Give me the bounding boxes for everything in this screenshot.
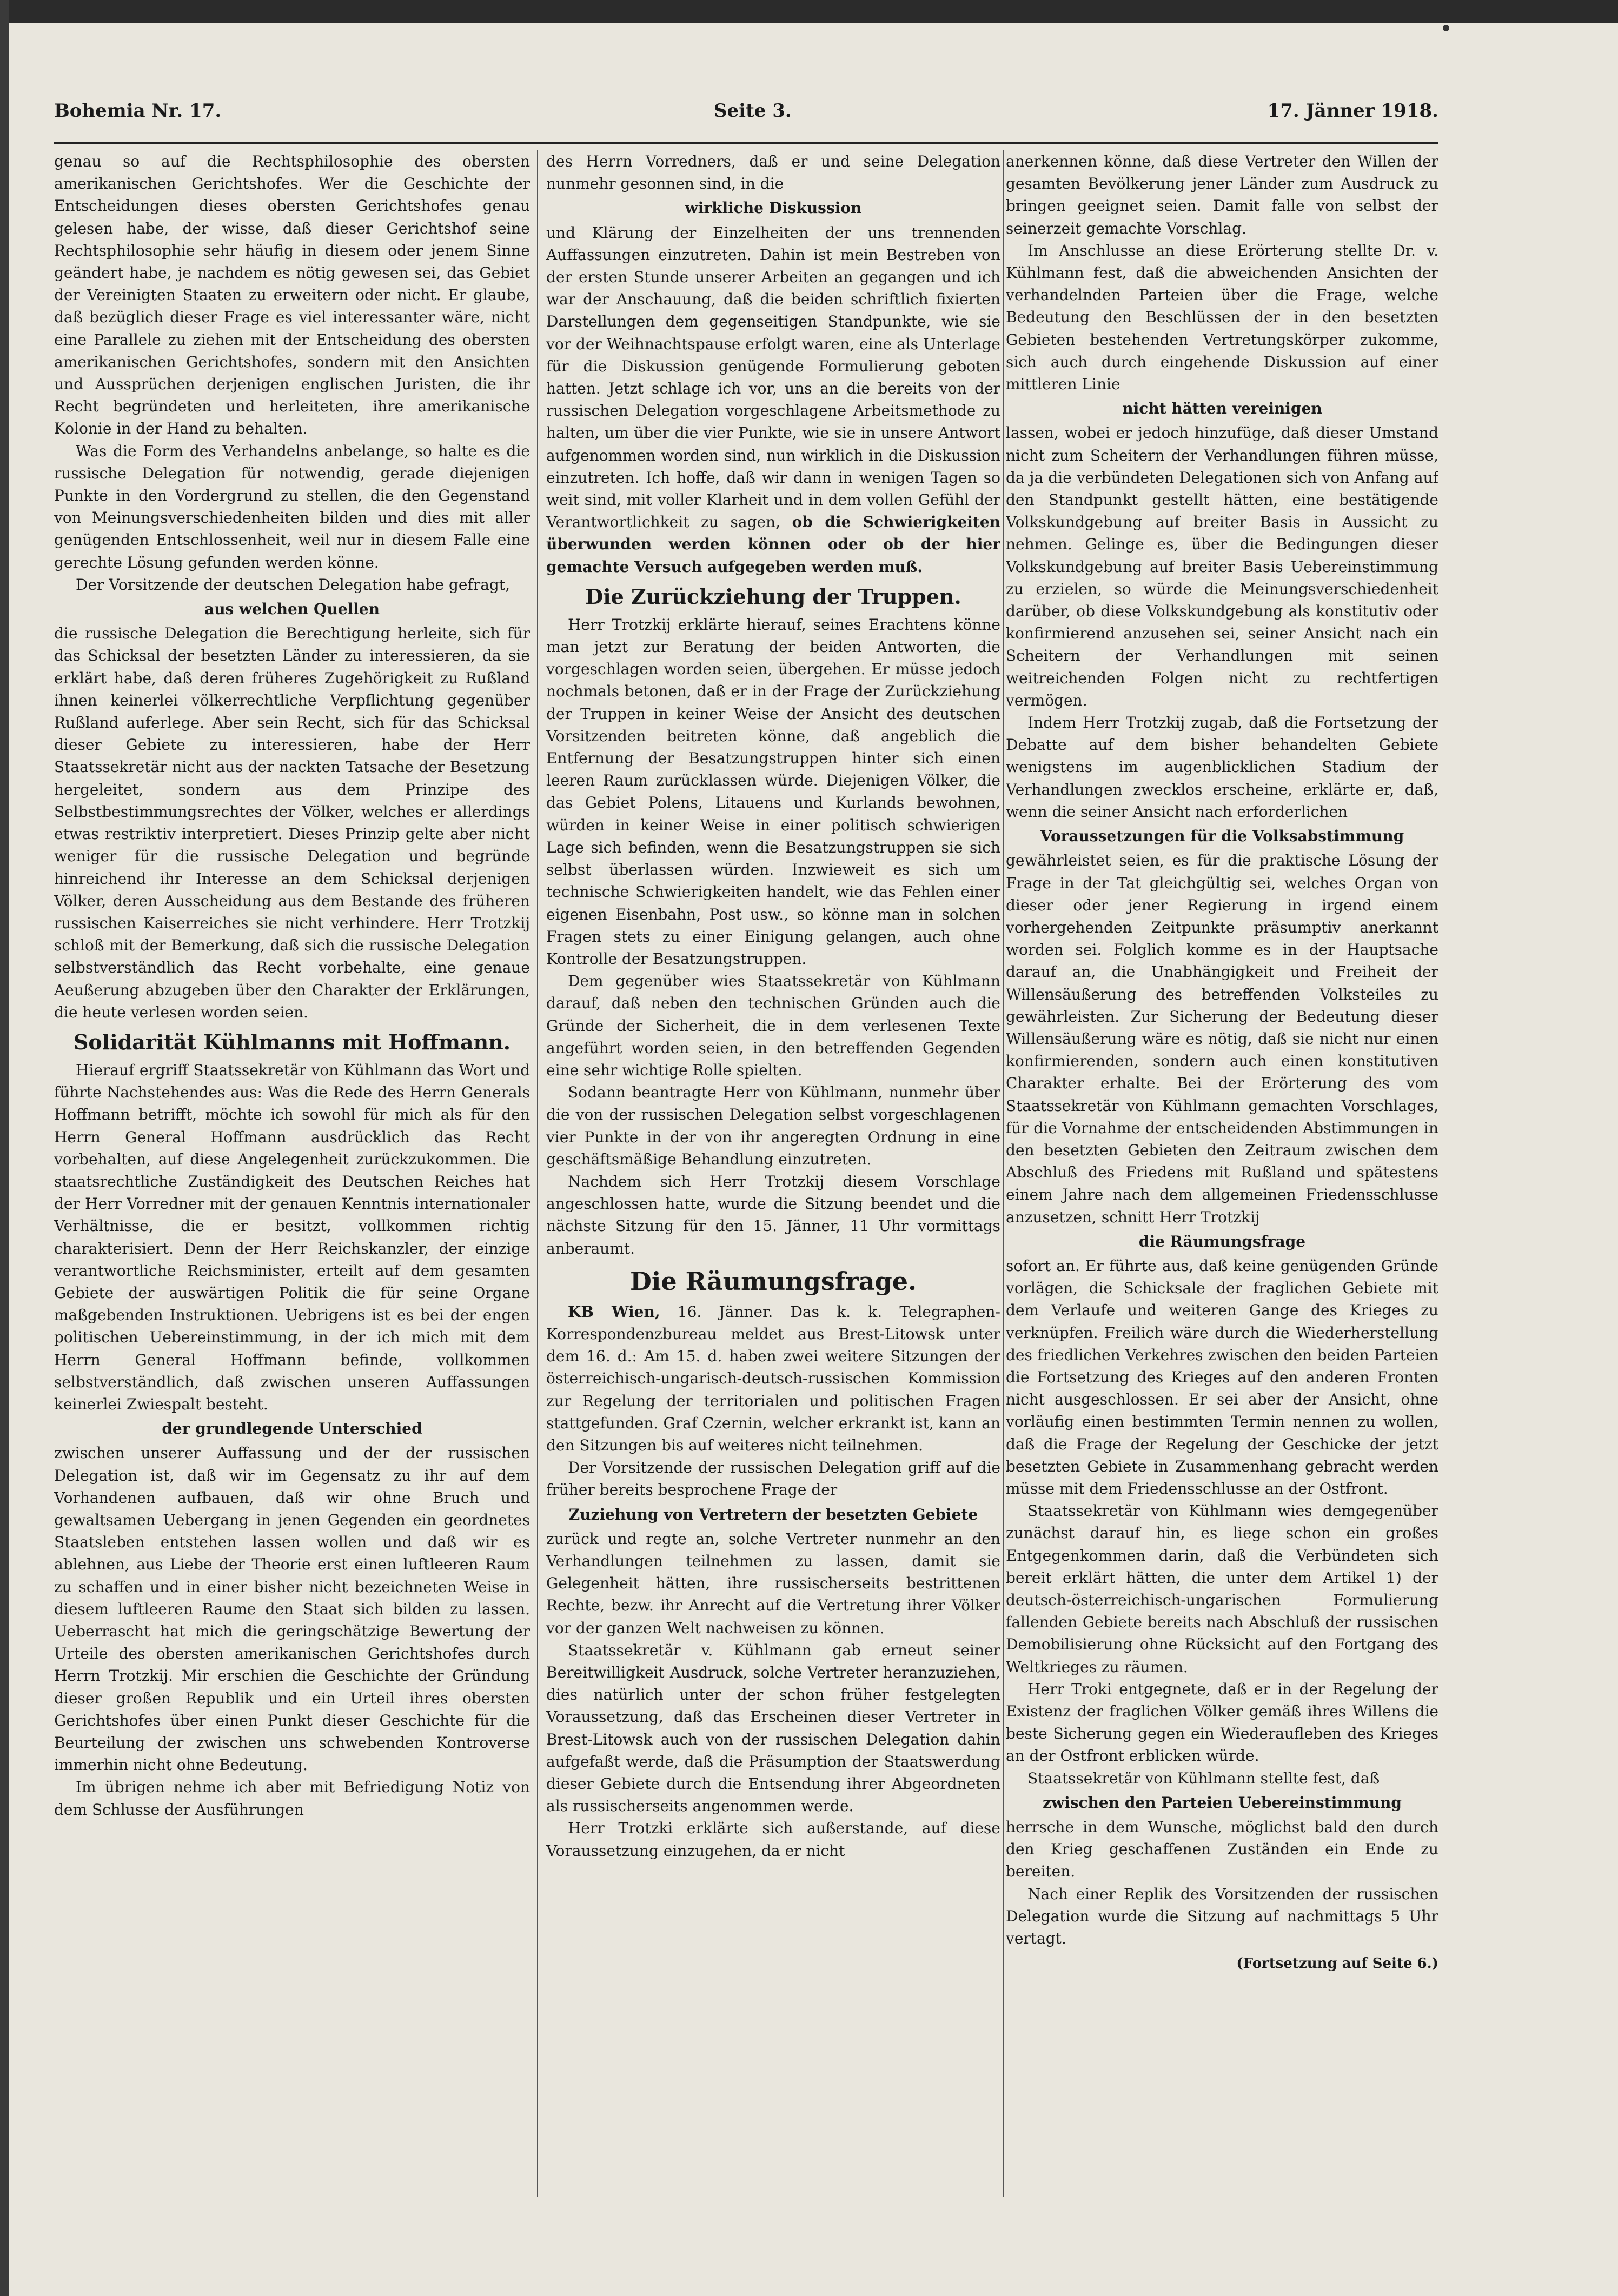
paragraph: Im Anschlusse an diese Erörterung stellte Dr. v. Kühlmann fest, daß die abweichenden Ansichten der verhandelnden Parteien über die Frage, welche Bedeutung den Beschlüssen der in den besetzten Gebieten bestehenden Vertretungskörper zukomme, sich auch durch eingehende Diskussion auf einer mittleren Linie (1006, 241, 1438, 394)
page-number: Seite 3. (714, 100, 792, 122)
paragraph: zurück und regte an, solche Vertreter nunmehr an den Verhandlungen teilnehmen zu lassen, damit sie Gelegenheit hätten, ihre russischerseits bestrittenen Rechte, bezw. ihr Anrecht auf die Vertretung ihrer Völker vor der ganzen Welt nachweisen zu können. (546, 1529, 1000, 1637)
subheading: wirkliche Diskussion (685, 199, 862, 217)
paragraph: Im übrigen nehme ich aber mit Befriedigung Notiz von dem Schlusse der Ausführungen (54, 1778, 530, 1819)
bold-phrase: ob die Schwierigkeiten überwunden werden können oder ob der hier gemachte Versuch aufgegeben werden muß. (546, 513, 1000, 576)
article-column-2 (546, 150, 1000, 2199)
section-heading: Die Zurückziehung der Truppen. (585, 584, 961, 609)
continuation-note: (Fortsetzung auf Seite 6.) (1236, 1955, 1438, 1972)
paragraph: Staatssekretär v. Kühlmann gab erneut seiner Bereitwilligkeit Ausdruck, solche Vertreter heranzuziehen, dies natürlich unter der schon früher festgelegten Voraussetzung, daß das Erscheinen dieser Vertreter in Brest-Litowsk auch von der russischen Delegation dahin aufgefaßt werde, daß die Präsumption der Staatswerdung dieser Gebiete durch die Entsendung ihrer Abgeordneten als russischerseits angenommen werde. (546, 1641, 1000, 1815)
paragraph: lassen, wobei er jedoch hinzufüge, daß dieser Umstand nicht zum Scheitern der Verhandlungen führen müsse, da ja die verbündeten Delegationen sich von Anfang auf den Standpunkt gestellt hätten, eine bestätigende Volkskundgebung auf breiter Basis in Aussicht zu nehmen. Gelinge es, über die Bedingungen dieser Volkskundgebung auf breiter Basis Uebereinstimmung zu erzielen, so würde die Meinungsverschiedenheit darüber, ob diese Volkskundgebung als konstitutiv oder konfirmierend anzusehen sei, seiner Ansicht nach ein Scheitern der Verhandlungen mit seinen weitreichenden Folgen nicht zu rechtfertigen vermögen. (1006, 424, 1438, 709)
paragraph: Hierauf ergriff Staatssekretär von Kühlmann das Wort und führte Nachstehendes aus: Was die Rede des Herrn Generals Hoffmann betrifft, möchte ich sowohl für mich als für den Herrn General Hoffmann ausdrücklich das Recht vorbehalten, auf diese Angelegenheit zurückzukommen. Die staatsrechtliche Zuständigkeit des Deutschen Reiches hat der Herr Vorredner mit der genauen Kenntnis internationaler Verhältnisse, die er besitzt, vollkommen richtig charakterisiert. Denn der Herr Reichskanzler, der einzige verantwortliche Reichsminister, erteilt auf dem gesamten Gebiete der auswärtigen Politik die für seine Organe maßgebenden Instruktionen. Uebrigens ist es bei der engen politischen Uebereinstimmung, in der ich mich mit dem Herrn General Hoffmann befinde, vollkommen selbstverständlich, daß zwischen unseren Auffassungen keinerlei Zwiespalt besteht. (54, 1061, 530, 1413)
scan-speck (1443, 25, 1449, 31)
paragraph: Nachdem sich Herr Trotzkij diesem Vorschlage angeschlossen hatte, wurde die Sitzung beendet und die nächste Sitzung für den 15. Jänner, 11 Uhr vormittags anberaumt. (546, 1172, 1000, 1257)
subheading: der grundlegende Unterschied (162, 1420, 422, 1438)
paragraph: Staatssekretär von Kühlmann stellte fest, daß (1027, 1769, 1380, 1787)
section-heading: Solidarität Kühlmanns mit Hoffmann. (73, 1029, 511, 1054)
paragraph (546, 222, 1000, 578)
paragraph: Dem gegenüber wies Staatssekretär von Kühlmann darauf, daß neben den technischen Gründen auch die Gründe der Sicherheit, die in dem verlesenen Texte angeführt worden seien, in den betreffenden Gegenden eine sehr wichtige Rolle spielten. (546, 972, 1000, 1079)
newspaper-issue: Bohemia Nr. 17. (54, 100, 222, 122)
subheading: nicht hätten vereinigen (1122, 400, 1322, 418)
header-rule (54, 142, 1438, 144)
page-header (54, 100, 1438, 132)
paragraph: Der Vorsitzende der deutschen Delegation habe gefragt, (76, 575, 510, 594)
subheading: die Räumungsfrage (1138, 1232, 1306, 1250)
subheading: Zuziehung von Vertretern der besetzten Gebiete (568, 1505, 978, 1523)
dateline: KB Wien, (568, 1302, 660, 1321)
paragraph: anerkennen könne, daß diese Vertreter den Willen der gesamten Bevölkerung jener Länder zum Ausdruck zu bringen geeignet seien. Damit falle von selbst der seinerzeit gemachte Vorschlag. (1006, 152, 1438, 237)
paragraph: Staatssekretär von Kühlmann wies demgegenüber zunächst darauf hin, es liege schon ein großes Entgegenkommen darin, daß die Verbündeten sich bereit erklärt hätten, die unter dem Artikel 1) der deutsch-österreichisch-ungarischen Formulierung fallenden Gebiete bereits nach Abschluß der russischen Demobilisierung ohne Rücksicht auf den Fortgang des Weltkrieges zu räumen. (1006, 1502, 1438, 1676)
paragraph: gewährleistet seien, es für die praktische Lösung der Frage in der Tat gleichgültig sei, welches Organ von dieser oder jener Regierung in irgend einem vorhergehenden Zeitpunkte präsumptiv anerkannt worden sei. Folglich komme es in der Hauptsache darauf an, die Unabhängigkeit und Freiheit der Willensäußerung des betreffenden Volksteiles zu gewährleisten. Zur Sicherung der Bedeutung dieser Willensäußerung wäre es nötig, daß sie nicht nur einen konfirmierenden, sondern auch einen konstitutiven Charakter erhalte. Bei der Erörterung des vom Staatssekretär von Kühlmann gemachten Vorschlages, für die Vornahme der entscheidenden Abstimmungen in den besetzten Gebieten den Zeitraum zwischen dem Abschluß des Friedens mit Rußland und spätestens einem Jahre nach dem allgemeinen Friedensschlusse anzusetzen, schnitt Herr Trotzkij (1006, 851, 1438, 1226)
paragraph: Herr Trotzkij erklärte hierauf, seines Erachtens könne man jetzt zur Beratung der beiden Antworten, die vorgeschlagen worden seien, übergehen. Er müsse jedoch nochmals betonen, daß er in der Frage der Zurückziehung der Truppen in keiner Weise der Ansicht des deutschen Vorsitzenden beitreten könne, daß angeblich die Entfernung der Besatzungstruppen hinter sich einen leeren Raum zurücklassen würde. Diejenigen Völker, die das Gebiet Polens, Litauens und Kurlands bewohnen, würden in keiner Weise in einer politisch schwierigen Lage sich befinden, wenn die Besatzungstruppen sie sich selbst überlassen würden. Inzwieweit es sich um technische Schwierigkeiten handelt, wie das Fehlen einer eigenen Eisenbahn, Post usw., so könne man in solchen Fragen stets zu einer Einigung gelangen, auch ohne Kontrolle der Besatzungstruppen. (546, 615, 1000, 968)
paragraph: Sodann beantragte Herr von Kühlmann, nunmehr über die von der russischen Delegation selbst vorgeschlagenen vier Punkte in der von ihr angeregten Ordnung in eine geschäftsmäßige Behandlung einzutreten. (546, 1083, 1000, 1168)
paragraph: genau so auf die Rechtsphilosophie des obersten amerikanischen Gerichtshofes. Wer die Geschichte der Entscheidungen dieses obersten Gerichtshofes genau gelesen habe, der wisse, daß dieser Gerichtshof seine Rechtsphilosophie sehr häufig in diesem oder jenem Sinne geändert habe, je nachdem es nötig gewesen sei, das Gebiet der Vereinigten Staaten zu erweitern oder nicht. Er glaube, daß bezüglich dieser Frage es viel interessanter wäre, nicht eine Parallele zu ziehen mit der Entscheidung des obersten amerikanischen Gerichtshofes, sondern mit den Ansichten und Aussprüchen derjenigen englischen Juristen, die ihr Recht begründeten und herleiteten, ihre amerikanische Kolonie in der Hand zu behalten. (54, 152, 530, 438)
issue-date: 17. Jänner 1918. (1267, 100, 1438, 122)
paragraph: des Herrn Vorredners, daß er und seine Delegation nunmehr gesonnen sind, in die (546, 152, 1000, 193)
paragraph: Der Vorsitzende der russischen Delegation griff auf die früher bereits besprochene Frage der (546, 1459, 1000, 1499)
paragraph: die russische Delegation die Berechtigung herleite, sich für das Schicksal der besetzten Länder zu interessieren, da sie erklärt habe, daß deren früheres Zugehörigkeit zu Rußland ihnen keinerlei völkerrechtliche Verpflichtung gegenüber Rußland auferlege. Aber sein Recht, sich für das Schicksal dieser Gebiete zu interessieren, habe der Herr Staatssekretär nicht aus der nackten Tatsache der Besetzung hergeleitet, sondern aus dem Prinzipe des Selbstbestimmungsrechtes der Völker, welches er allerdings etwas restriktiv interpretiert. Dieses Prinzip gelte aber nicht weniger für die russische Delegation und begründe hinreichend ihr Interesse an dem Schicksal derjenigen Völker, deren Ausscheidung aus dem Bestande des früheren russischen Kaiserreiches sie nicht verhindere. Herr Trotzkij schloß mit der Bemerkung, daß sich die russische Delegation selbstverständlich das Recht vorbehalte, eine genaue Aeußerung abzugeben über den Charakter der Erklärungen, die heute verlesen worden seien. (54, 624, 530, 1021)
article-column-3 (1006, 150, 1438, 2199)
article-column-1 (54, 150, 530, 2199)
column-divider (537, 150, 538, 2197)
column-divider (1003, 150, 1004, 2197)
paragraph: zwischen unserer Auffassung und der der russischen Delegation ist, daß wir im Gegensatz zu ihr auf dem Vorhandenen aufbauen, daß wir ohne Bruch und gewaltsamen Uebergang in jenen Gegenden ein geordnetes Staatsleben entstehen lassen wollen und daß wir es ablehnen, aus Liebe der Theorie erst einen luftleeren Raum zu schaffen und in einer bisher nicht bezeichneten Weise in diesem luftleeren Raume den Staat sich bilden zu lassen. Ueberrascht hat mich die geringschätzige Bewertung der Urteile des obersten amerikanischen Gerichtshofes durch Herrn Trotzkij. Mir erschien die Geschichte der Gründung dieser großen Republik und ein Urteil ihres obersten Gerichtshofes über einen Punkt dieser Geschichte für die Beurteilung der zwischen uns schwebenden Kontroverse immerhin nicht ohne Bedeutung. (54, 1444, 530, 1774)
paragraph: Herr Trotzki erklärte sich außerstande, auf diese Voraussetzung einzugehen, da er nicht (546, 1819, 1000, 1860)
paragraph-text: und Klärung der Einzelheiten der uns trennenden Auffassungen einzutreten. Dahin ist mein Bestreben von der ersten Stunde unserer Arbeiten an gegangen und ich war der Anschauung, daß die beiden schriftlich fixierten Darstellungen dem gegenseitigen Standpunkte, wie sie vor der Weihnachtspause erfolgt waren, eine als Unterlage für die Diskussion genügende Formulierung geboten hatten. Jetzt schlage ich vor, uns an die bereits von der russischen Delegation vorgeschlagene Arbeitsmethode zu halten, um über die vier Punkte, wie sie in unsere Antwort aufgenommen worden sind, nun wirklich in die Diskussion einzutreten. Ich hoffe, daß wir dann in wenigen Tagen so weit sind, mit voller Klarheit und in dem vollen Gefühl der Verantwortlichkeit zu sagen, (546, 223, 1000, 531)
paragraph: herrsche in dem Wunsche, möglichst bald den durch den Krieg geschaffenen Zuständen ein Ende zu bereiten. (1006, 1818, 1438, 1881)
paragraph: Was die Form des Verhandelns anbelange, so halte es die russische Delegation für notwendig, gerade diejenigen Punkte in den Vordergrund zu stellen, die den Gegenstand von Meinungsverschiedenheiten bilden und dies mit aller genügenden Entschlossenheit, weil nur in diesem Falle eine gerechte Lösung gefunden werden könne. (54, 442, 530, 571)
scan-left-edge (0, 0, 9, 2296)
paragraph: Nach einer Replik des Vorsitzenden der russischen Delegation wurde die Sitzung auf nachmittags 5 Uhr vertagt. (1006, 1885, 1438, 1948)
scan-top-edge (0, 0, 1618, 23)
subheading: aus welchen Quellen (204, 600, 380, 618)
paragraph: Indem Herr Trotzkij zugab, daß die Fortsetzung der Debatte auf dem bisher behandelten Gebiete wenigstens im augenblicklichen Stadium der Verhandlungen zwecklos erscheine, erklärte er, daß, wenn die seiner Ansicht nach erforderlichen (1006, 714, 1438, 821)
section-heading: Die Räumungsfrage. (629, 1266, 917, 1296)
paragraph (546, 1301, 1000, 1456)
paragraph-text: 16. Jänner. Das k. k. Telegraphen-Korrespondenzbureau meldet aus Brest-Litowsk unter dem 16. d.: Am 15. d. haben zwei weitere Sitzungen der österreichisch-ungarisch-deutsch-russischen Kommission zur Regelung der territorialen und politischen Fragen stattgefunden. Graf Czernin, welcher erkrankt ist, kann an den Sitzungen bis auf weiteres nicht teilnehmen. (546, 1302, 1000, 1454)
paragraph: Herr Troki entgegnete, daß er in der Regelung der Existenz der fraglichen Völker gemäß ihres Willens die beste Sicherung gegen ein Wiederaufleben des Krieges an der Ostfront erblicken würde. (1006, 1680, 1438, 1765)
paragraph: sofort an. Er führte aus, daß keine genügenden Gründe vorlägen, die Schicksale der fraglichen Gebiete mit dem Verlaufe und weiteren Gange des Krieges zu verknüpfen. Freilich wäre durch die Wiederherstellung des friedlichen Verkehres zwischen den beiden Parteien die Fortsetzung des Krieges auf den anderen Fronten nicht ausgeschlossen. Er sei aber der Ansicht, ohne vorläufig einen bestimmten Termin nennen zu wollen, daß die Frage der Regelung der Geschicke der jetzt besetzten Gebiete in Zusammenhang gebracht werden müsse mit dem Friedensschlusse an der Ostfront. (1006, 1256, 1438, 1498)
subheading: Voraussetzungen für die Volksabstimmung (1040, 827, 1404, 846)
subheading: zwischen den Parteien Uebereinstimmung (1043, 1793, 1402, 1812)
